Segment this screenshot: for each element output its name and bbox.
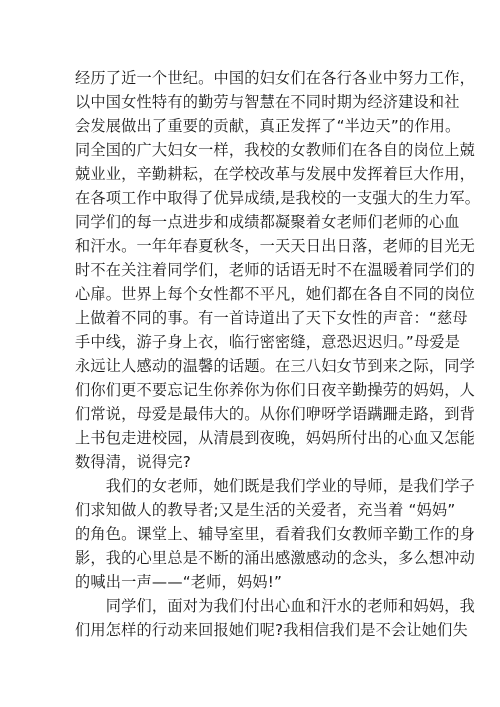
text-line: 同全国的广大妇女一样，我校的女教师们在各自的岗位上兢 (75, 141, 476, 159)
text-line: 影，我的心里总是不断的涌出感激感动的念头，多么想冲动 (75, 549, 476, 567)
text-line: 数得清，说得完? (75, 453, 191, 471)
text-line: 时不在关注着同学们，老师的话语无时不在温暖着同学们的 (75, 261, 476, 279)
body-text (75, 66, 481, 642)
text-line: 我们的女老师，她们既是我们学业的导师，是我们学子 (75, 477, 476, 495)
text-line: 心扉。世界上每个女性都不平凡，她们都在各自不同的岗位 (75, 285, 476, 303)
text-line: 在各项工作中取得了优异成绩,是我校的一支强大的生力军。 (75, 189, 481, 207)
text-line: 同学们的每一点进步和成绩都凝聚着女老师们老师的心血 (75, 213, 460, 231)
text-line: 兢业业，辛勤耕耘，在学校改革与发展中发挥着巨大作用， (75, 165, 476, 183)
text-line: 们常说，母爱是最伟大的。从你们咿呀学语蹒跚走路，到背 (75, 405, 476, 423)
text-line: 以中国女性特有的勤劳与智慧在不同时期为经济建设和社 (75, 93, 460, 111)
text-line: 上做着不同的事。有一首诗道出了天下女性的声音：“慈母 (75, 309, 468, 327)
text-line: 们用怎样的行动来回报她们呢?我相信我们是不会让她们失 (75, 621, 468, 639)
text-line: 的喊出一声——“老师，妈妈!” (75, 573, 283, 591)
text-line: 永远让人感动的温馨的话题。在三八妇女节到来之际，同学 (75, 357, 476, 375)
text-line: 会发展做出了重要的贡献，真正发挥了“半边天”的作用。 (75, 117, 461, 135)
text-line: 们你们更不要忘记生你养你为你们日夜辛勤操劳的妈妈，人 (75, 381, 476, 399)
text-line: 和汗水。一年年春夏秋冬，一天天日出日落，老师的目光无 (75, 237, 476, 255)
paragraph (75, 474, 476, 594)
paragraph (75, 66, 481, 474)
text-line: 的角色。课堂上、辅导室里，看着我们女教师辛勤工作的身 (75, 525, 476, 543)
text-line: 经历了近一个世纪。中国的妇女们在各行各业中努力工作， (75, 69, 476, 87)
text-line: 上书包走进校园，从清晨到夜晚，妈妈所付出的心血又怎能 (75, 429, 476, 447)
text-line: 们求知做人的教导者;又是生活的关爱者，充当着 “妈妈” (75, 501, 456, 519)
text-line: 同学们，面对为我们付出心血和汗水的老师和妈妈，我 (75, 597, 476, 615)
paragraph (75, 594, 476, 642)
text-line: 手中线，游子身上衣，临行密密缝，意恐迟迟归。”母爱是 (75, 333, 461, 351)
